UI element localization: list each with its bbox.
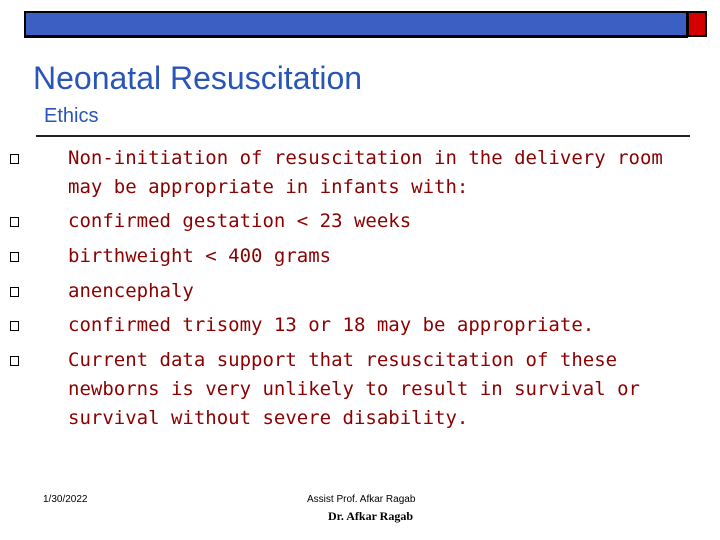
title-divider: [36, 135, 690, 137]
square-bullet-icon: [10, 252, 19, 262]
header-accent-square: [687, 11, 707, 37]
bullet-text: confirmed gestation < 23 weeks: [68, 210, 412, 232]
square-bullet-icon: [10, 217, 19, 227]
bullet-text: anencephaly: [68, 280, 194, 302]
bullet-item: [68, 346, 678, 433]
bullet-item: [68, 144, 678, 202]
footer-presenter: Assist Prof. Afkar Ragab: [307, 494, 416, 505]
bullet-item: [68, 277, 678, 306]
bullet-item: [68, 207, 678, 236]
square-bullet-icon: [10, 356, 19, 366]
square-bullet-icon: [10, 321, 19, 331]
slide-title: Neonatal Resuscitation: [33, 60, 363, 96]
bullet-item: [68, 242, 678, 271]
bullet-text: Current data support that resuscitation of these newborns is very unlikely to result in survival or survival without severe disability.: [68, 349, 640, 429]
bullet-text: birthweight < 400 grams: [68, 245, 332, 267]
header-bar: [24, 11, 688, 37]
footer-author: Dr. Afkar Ragab: [328, 509, 414, 523]
header-underline: [24, 36, 688, 38]
footer-date: 1/30/2022: [43, 494, 88, 505]
bullet-text: confirmed trisomy 13 or 18 may be appropriate.: [68, 314, 595, 336]
bullet-item: [68, 311, 678, 340]
square-bullet-icon: [10, 154, 19, 164]
square-bullet-icon: [10, 287, 19, 297]
slide-subtitle: Ethics: [44, 105, 99, 127]
bullet-text: Non-initiation of resuscitation in the delivery room may be appropriate in infants with:: [68, 147, 663, 198]
